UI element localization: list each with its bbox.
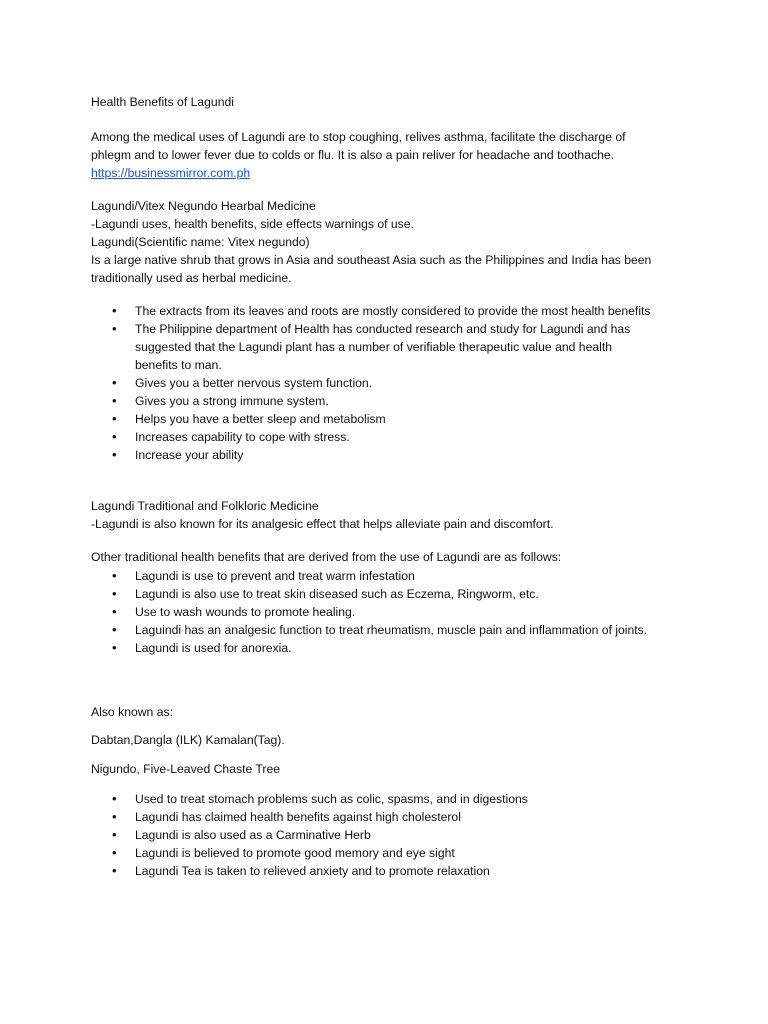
list-item: • Increase your ability <box>91 446 691 464</box>
section-heading: Lagundi Traditional and Folkloric Medicine <box>91 499 319 513</box>
list-item: • Lagundi has claimed health benefits against high cholesterol <box>91 808 691 826</box>
section-line: -Lagundi uses, health benefits, side effects warnings of use. <box>91 217 414 231</box>
list-item: • Use to wash wounds to promote healing. <box>91 603 691 621</box>
intro-line: phlegm and to lower fever due to colds or flu. It is also a pain reliver for headache and toothache. <box>91 148 615 162</box>
section-traditional-medicine <box>91 497 691 533</box>
section-herbal-medicine <box>91 197 691 287</box>
section-line: -Lagundi is also known for its analgesic effect that helps alleviate pain and discomfort. <box>91 517 554 531</box>
benefits-list <box>91 302 691 464</box>
list-item: • The extracts from its leaves and roots are mostly considered to provide the most health benefits <box>91 302 691 320</box>
list-item: • Lagundi is also used as a Carminative Herb <box>91 826 691 844</box>
section-line: traditionally used as herbal medicine. <box>91 271 292 285</box>
list-item: • The Philippine department of Health has conducted research and study for Lagundi and has suggested that the Lagundi plant has a number of verifiable therapeutic value and health benefits to man. <box>91 320 645 374</box>
list-item: • Used to treat stomach problems such as colic, spasms, and in digestions <box>91 790 691 808</box>
intro-line: Among the medical uses of Lagundi are to stop coughing, relives asthma, facilitate the discharge of <box>91 130 626 144</box>
common-names: Nigundo, Five-Leaved Chaste Tree <box>91 762 281 776</box>
list-item: • Increases capability to cope with stress. <box>91 428 691 446</box>
also-known-as-label: Also known as: <box>91 705 173 719</box>
document-title: Health Benefits of Lagundi <box>91 95 234 109</box>
traditional-benefits-list <box>91 567 691 657</box>
list-item: • Lagundi is believed to promote good memory and eye sight <box>91 844 691 862</box>
list-item: • Gives you a strong immune system. <box>91 392 691 410</box>
other-uses-list <box>91 790 691 880</box>
intro-paragraph <box>91 128 691 182</box>
section-line: Other traditional health benefits that are derived from the use of Lagundi are as follows: <box>91 550 562 564</box>
list-item: • Lagundi Tea is taken to relieved anxiety and to promote relaxation <box>91 862 691 880</box>
section-line: Is a large native shrub that grows in Asia and southeast Asia such as the Philippines and India has been <box>91 253 652 267</box>
list-item: • Lagundi is use to prevent and treat warm infestation <box>91 567 691 585</box>
list-item: • Lagundi is used for anorexia. <box>91 639 691 657</box>
list-item: • Helps you have a better sleep and metabolism <box>91 410 691 428</box>
list-item: • Lagundi is also use to treat skin diseased such as Eczema, Ringworm, etc. <box>91 585 691 603</box>
local-names: Dabtan,Dangla (ILK) Kamalan(Tag). <box>91 733 285 747</box>
source-link[interactable]: https://businessmirror.com.ph <box>91 166 251 180</box>
list-item: • Gives you a better nervous system function. <box>91 374 691 392</box>
list-item: • Laguindi has an analgesic function to treat rheumatism, muscle pain and inflammation of joints. <box>91 621 691 639</box>
section-line: Lagundi(Scientific name: Vitex negundo) <box>91 235 310 249</box>
section-heading: Lagundi/Vitex Negundo Hearbal Medicine <box>91 199 316 213</box>
